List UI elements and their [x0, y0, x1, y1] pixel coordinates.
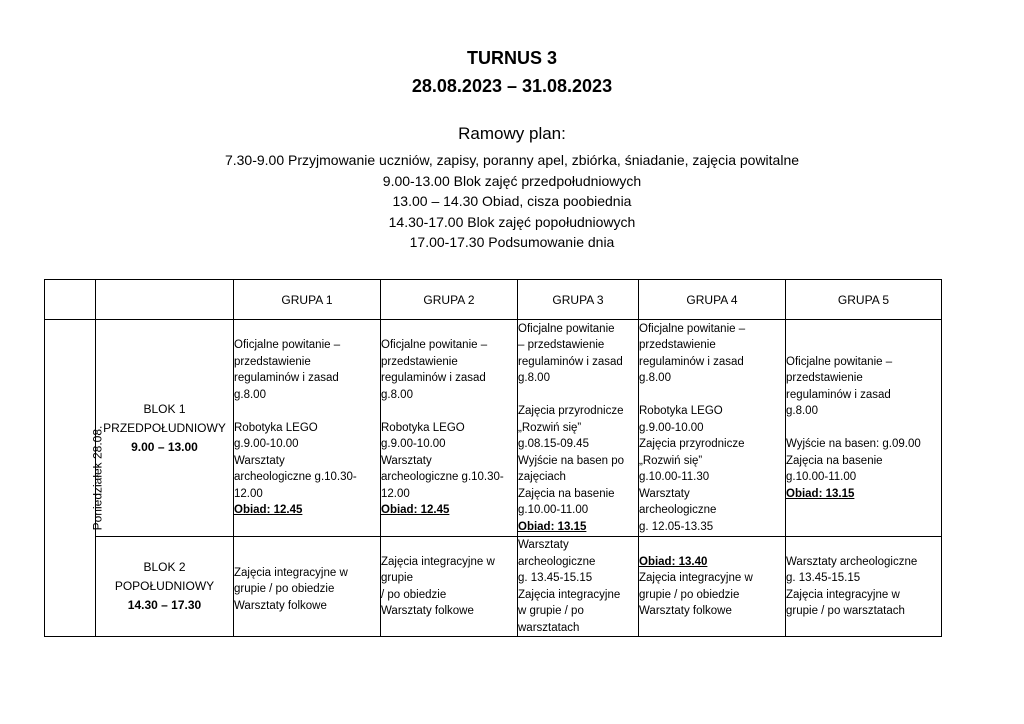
group4-block1-cell	[639, 320, 786, 537]
activity-line: przedstawienie	[786, 372, 863, 385]
activity-line: Zajęcia na basenie	[786, 454, 883, 467]
activity-line: „Rozwiń się”	[518, 421, 582, 434]
activity-line: g.10.00-11.00	[786, 471, 857, 484]
header-row	[45, 280, 942, 320]
activity-line: regulaminów i zasad	[786, 388, 891, 401]
activity-line: Oficjalne powitanie	[518, 322, 615, 335]
corner-cell-day	[45, 280, 96, 320]
activity-line: g.08.15-09.45	[518, 438, 589, 451]
activity-line: Oficjalne powitanie –	[381, 339, 488, 352]
lunch-time: Obiad: 12.45	[234, 504, 303, 517]
lunch-time: Obiad: 13.40	[639, 555, 708, 568]
activity-line: Zajęcia przyrodnicze	[639, 438, 745, 451]
activity-line: Oficjalne powitanie –	[639, 322, 746, 335]
activity-line: g.9.00-10.00	[234, 438, 299, 451]
corner-cell-block	[96, 280, 234, 320]
activity-line: grupie / po obiedzie	[639, 588, 740, 601]
group-header: GRUPA 5	[786, 280, 942, 320]
block-name: BLOK 1	[143, 401, 186, 416]
activity-line: Zajęcia przyrodnicze	[518, 405, 624, 418]
activity-line: Wyjście na basen po	[518, 454, 625, 467]
activity-line: g.10.00-11.00	[518, 504, 589, 517]
block-label-cell	[96, 320, 234, 537]
day-cell	[45, 320, 105, 637]
activity-line: grupie / po warsztatach	[786, 605, 905, 617]
activity-line: warsztatach	[518, 621, 580, 634]
activity-line: Robotyka LEGO	[639, 405, 723, 418]
activity-line: Oficjalne powitanie –	[234, 339, 341, 352]
activity-line: g. 12.05-13.35	[639, 520, 714, 533]
lunch-time: Obiad: 12.45	[381, 504, 450, 517]
date-range: 28.08.2023 – 31.08.2023	[411, 76, 613, 96]
activity-line: grupie	[381, 572, 413, 584]
block2-row	[45, 537, 942, 637]
group-header: GRUPA 3	[518, 280, 639, 320]
plan-line: 14.30-17.00 Blok zajęć popołudniowych	[388, 213, 636, 230]
activity-line: Oficjalne powitanie –	[786, 355, 893, 368]
day-label: Poniedziałek 28.08.	[90, 425, 105, 531]
activity-line: przedstawienie	[381, 355, 458, 368]
group3-block2-cell	[518, 537, 639, 637]
activity-line: Warsztaty	[518, 539, 569, 551]
plan-line: 9.00-13.00 Blok zajęć przedpołudniowych	[382, 172, 642, 189]
activity-line: g.8.00	[234, 388, 266, 401]
activity-line: Robotyka LEGO	[234, 421, 318, 434]
activity-line: Warsztaty folkowe	[639, 605, 732, 617]
activity-line: regulaminów i zasad	[518, 355, 623, 368]
activity-line: g.10.00-11.30	[639, 471, 710, 484]
group5-block2-cell	[786, 537, 942, 637]
block-name: BLOK 2	[143, 560, 186, 574]
activity-line: Warsztaty	[234, 454, 285, 467]
activity-line: regulaminów i zasad	[381, 372, 486, 385]
group-header: GRUPA 2	[381, 280, 518, 320]
group4-block2-cell	[639, 537, 786, 637]
activity-line: Warsztaty archeologiczne	[786, 555, 918, 568]
group2-block2-cell	[381, 537, 518, 637]
group2-block1-cell	[381, 320, 518, 537]
block1-row	[45, 320, 942, 537]
group-header: GRUPA 1	[234, 280, 381, 320]
activity-line: przedstawienie	[639, 339, 716, 352]
schedule-table	[44, 279, 942, 637]
activity-line: Zajęcia integracyjne w	[786, 588, 900, 601]
plan-list	[0, 150, 1024, 253]
plan-heading: Ramowy plan:	[458, 124, 566, 143]
activity-line: Robotyka LEGO	[381, 421, 465, 434]
activity-line: Warsztaty folkowe	[381, 605, 474, 617]
block-time: 14.30 – 17.30	[127, 598, 202, 612]
activity-line: Zajęcia integracyjne w	[234, 566, 348, 579]
activity-line: Zajęcia integracyjne w	[639, 572, 753, 584]
block-time: 9.00 – 13.00	[131, 439, 198, 454]
activity-line: grupie / po obiedzie	[234, 583, 335, 596]
block-type: PRZEDPOŁUDNIOWY	[103, 420, 226, 435]
group-header: GRUPA 4	[639, 280, 786, 320]
activity-line: Zajęcia na basenie	[518, 487, 615, 500]
activity-line: g. 13.45-15.15	[786, 572, 861, 584]
activity-line: Wyjście na basen: g.09.00	[786, 438, 921, 451]
activity-line: g. 13.45-15.15	[518, 572, 593, 584]
activity-line: regulaminów i zasad	[234, 372, 339, 385]
activity-line: Zajęcia integracyjne w	[381, 555, 495, 568]
activity-line: g.9.00-10.00	[381, 438, 446, 451]
activity-line: zajęciach	[518, 471, 566, 484]
activity-line: regulaminów i zasad	[639, 355, 744, 368]
lunch-time: Obiad: 13.15	[518, 520, 587, 533]
activity-line: archeologiczne	[518, 555, 596, 568]
activity-line: g.9.00-10.00	[639, 421, 704, 434]
group1-block1-cell	[234, 320, 381, 537]
activity-line: – przedstawienie	[518, 339, 605, 352]
activity-line: Warsztaty folkowe	[234, 599, 327, 612]
activity-line: Warsztaty	[639, 487, 690, 500]
plan-line: 17.00-17.30 Podsumowanie dnia	[409, 234, 615, 250]
activity-line: g.8.00	[786, 405, 818, 418]
activity-line: Warsztaty	[381, 454, 432, 467]
activity-line: g.8.00	[381, 388, 413, 401]
activity-line: archeologiczne	[639, 504, 717, 517]
activity-line: „Rozwiń się”	[639, 454, 703, 467]
group3-block1-cell	[518, 320, 639, 537]
activity-line: Zajęcia integracyjne	[518, 588, 621, 601]
activity-line: archeologiczne g.10.30-	[234, 471, 357, 484]
activity-line: 12.00	[234, 487, 263, 500]
activity-line: / po obiedzie	[381, 588, 447, 601]
block-label-cell	[96, 537, 234, 637]
activity-line: g.8.00	[639, 372, 671, 385]
block-type: POPOŁUDNIOWY	[114, 579, 215, 593]
activity-line: przedstawienie	[234, 355, 311, 368]
plan-line: 13.00 – 14.30 Obiad, cisza poobiednia	[392, 193, 632, 209]
plan-line: 7.30-9.00 Przyjmowanie uczniów, zapisy, poranny apel, zbiórka, śniadanie, zajęcia powitalne	[224, 152, 800, 168]
activity-line: archeologiczne g.10.30-	[381, 471, 504, 484]
group5-block1-cell	[786, 320, 942, 537]
page-title: TURNUS 3	[466, 48, 557, 68]
lunch-time: Obiad: 13.15	[786, 487, 855, 500]
activity-line: 12.00	[381, 487, 410, 500]
group1-block2-cell	[234, 537, 381, 637]
activity-line: g.8.00	[518, 372, 550, 385]
activity-line: w grupie / po	[518, 605, 584, 617]
